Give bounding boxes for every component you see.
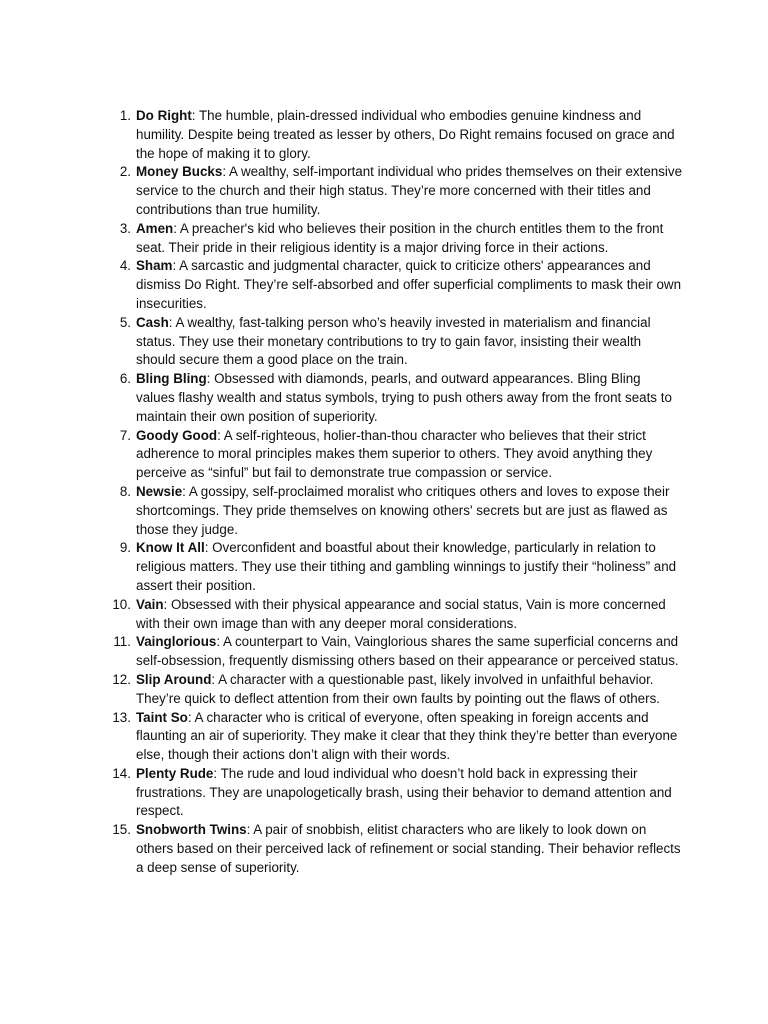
character-description: : A wealthy, self-important individual who prides themselves on their extensive service to the church and their high status. They’re more concerned with their titles and contributions than true humility. xyxy=(136,164,683,217)
item-number: 6 . xyxy=(107,370,131,389)
character-name: Newsie xyxy=(136,483,183,499)
item-number: 12 . xyxy=(107,671,131,690)
character-description: : Overconfident and boastful about their knowledge, particularly in relation to religious matters. They use their tithing and gambling winnings to justify their “holiness” and assert their position. xyxy=(136,540,677,593)
character-description: : A wealthy, fast-talking person who’s heavily invested in materialism and financial status. They use their monetary contributions to try to gain favor, insisting their wealth should secure them a good place on the train. xyxy=(136,314,651,368)
character-description: : A sarcastic and judgmental character, quick to criticize others' appearances and dismiss Do Right. They’re self-absorbed and offer superficial compliments to mask their own insecurities. xyxy=(136,258,682,311)
character-name: Goody Good xyxy=(136,427,218,443)
character-description: : Obsessed with their physical appearance and social status, Vain is more concerned with their own image than with any deeper moral considerations. xyxy=(136,596,666,631)
character-description: : A self-righteous, holier-than-thou character who believes that their strict adherence to moral principles makes them superior to others. They avoid anything they perceive as “sinful” but fail to demonstrate true compassion or service. xyxy=(136,427,653,481)
list-item xyxy=(107,633,683,671)
item-number: 5 . xyxy=(107,314,131,333)
character-name: Slip Around xyxy=(136,671,212,687)
list-item xyxy=(107,220,683,258)
item-number: 3 . xyxy=(107,220,131,239)
character-description: : A preacher's kid who believes their position in the church entitles them to the front seat. Their pride in their religious identity is a major driving force in their actions. xyxy=(136,220,664,255)
item-number: 10 . xyxy=(107,596,131,615)
list-item xyxy=(107,427,683,483)
character-name: Plenty Rude xyxy=(136,765,214,781)
character-name: Money Bucks xyxy=(136,164,223,180)
character-description: : A gossipy, self-proclaimed moralist who critiques others and loves to expose their shortcomings. They pride themselves on knowing others' secrets but are just as flawed as those they judge. xyxy=(136,483,670,537)
character-name: Sham xyxy=(136,258,173,274)
item-number: 13 . xyxy=(107,709,131,728)
list-item xyxy=(107,765,683,821)
list-item xyxy=(107,314,683,370)
character-description: : The humble, plain-dressed individual who embodies genuine kindness and humility. Despite being treated as lesser by others, Do Right remains focused on grace and the hope of making it to glory. xyxy=(136,108,675,161)
list-item xyxy=(107,107,683,163)
item-number: 7 . xyxy=(107,427,131,446)
list-item xyxy=(107,257,683,313)
character-description: : The rude and loud individual who doesn’t hold back in expressing their frustrations. They are unapologetically brash, using their behavior to demand attention and respect. xyxy=(136,765,672,819)
character-description: : A counterpart to Vain, Vainglorious shares the same superficial concerns and self-obsession, frequently dismissing others based on their appearance or perceived status. xyxy=(136,634,679,669)
character-name: Cash xyxy=(136,314,169,330)
list-item xyxy=(107,483,683,539)
item-number: 9 . xyxy=(107,539,131,558)
item-number: 4 . xyxy=(107,257,131,276)
character-description: : A character who is critical of everyone, often speaking in foreign accents and flaunting an air of superiority. They make it clear that they think they’re better than everyone else, though their actions don’t align with their words. xyxy=(136,709,678,763)
character-name: Vain xyxy=(136,596,164,612)
list-item xyxy=(107,539,683,595)
list-item xyxy=(107,596,683,634)
character-name: Snobworth Twins xyxy=(136,822,247,838)
item-number: 15 . xyxy=(107,821,131,840)
item-number: 2 . xyxy=(107,163,131,182)
item-number: 14 . xyxy=(107,765,131,784)
character-name: Know It All xyxy=(136,540,205,556)
character-name: Amen xyxy=(136,220,174,236)
item-number: 11 . xyxy=(107,633,131,652)
character-description: : Obsessed with diamonds, pearls, and outward appearances. Bling Bling values flashy wealth and status symbols, trying to push others away from the front seats to maintain their own position of superiority. xyxy=(136,371,672,424)
character-description: : A character with a questionable past, likely involved in unfaithful behavior. They’re quick to deflect attention from their own faults by pointing out the flaws of others. xyxy=(136,671,661,706)
character-list xyxy=(107,107,683,878)
character-name: Bling Bling xyxy=(136,371,207,387)
character-name: Do Right xyxy=(136,108,192,123)
list-item xyxy=(107,821,683,877)
character-description: : A pair of snobbish, elitist characters who are likely to look down on others based on their perceived lack of refinement or social standing. Their behavior reflects a deep sense of superiority. xyxy=(136,822,681,875)
item-number: 1 . xyxy=(107,107,131,126)
list-item xyxy=(107,709,683,765)
list-item xyxy=(107,163,683,219)
character-name: Taint So xyxy=(136,709,188,725)
list-item xyxy=(107,370,683,426)
item-number: 8 . xyxy=(107,483,131,502)
character-name: Vainglorious xyxy=(136,634,217,650)
list-item xyxy=(107,671,683,709)
